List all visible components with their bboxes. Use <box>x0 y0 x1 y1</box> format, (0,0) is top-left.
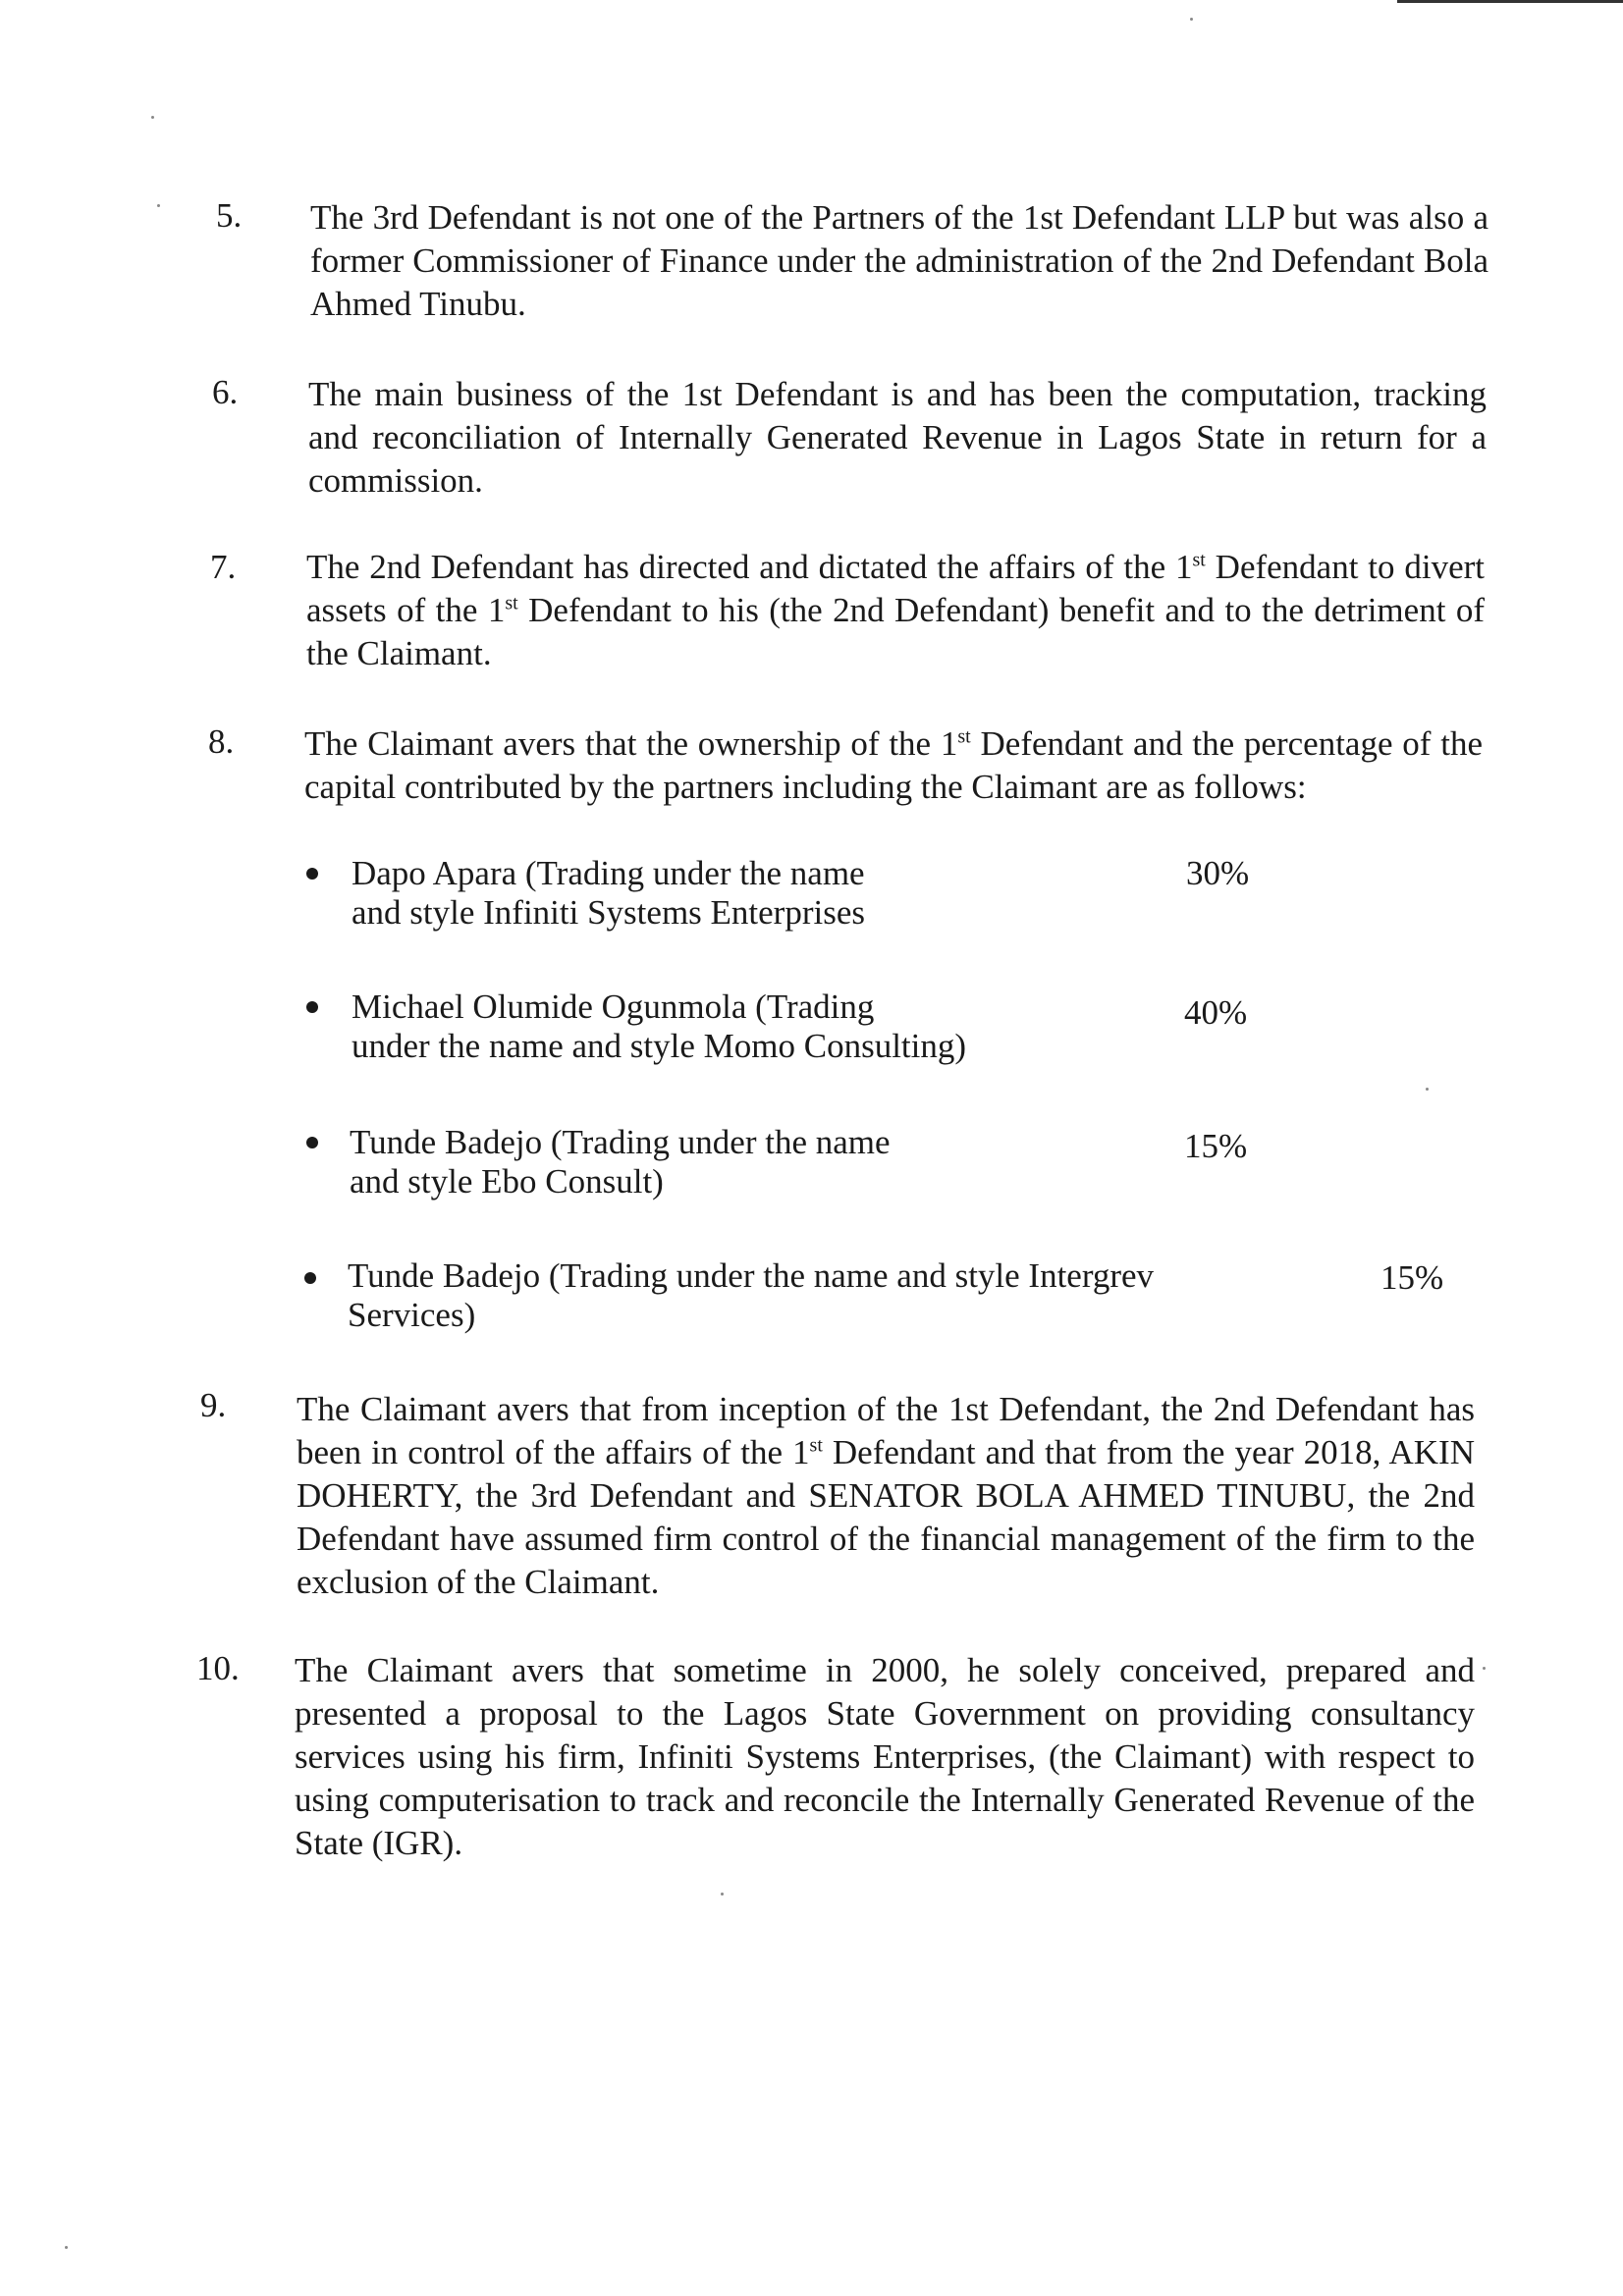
paragraph-text: The 3rd Defendant is not one of the Partners of the 1st Defendant LLP but was also a former Commissioner of Finance under the administration of the 2nd Defendant Bola Ahmed Tinubu. <box>310 198 1488 323</box>
paragraph-text <box>297 1388 1475 1604</box>
paragraph-text <box>304 722 1483 809</box>
paragraph-number: 5. <box>216 196 243 235</box>
scan-speck <box>721 1893 724 1896</box>
paragraph-number: 9. <box>200 1386 227 1424</box>
partner-line: and style Ebo Consult) <box>350 1162 664 1201</box>
partner-percentage: 40% <box>1184 993 1248 1032</box>
ordinal-suffix: st <box>957 725 971 748</box>
bullet-icon <box>306 868 318 880</box>
partner-entry <box>350 1123 1096 1201</box>
partner-entry <box>348 1256 1271 1335</box>
ordinal-suffix: st <box>1192 549 1206 571</box>
paragraph-number: 7. <box>210 548 237 586</box>
text-segment: The Claimant avers that from inception of the 1st Defendant, the 2nd Defendant has been in control of the affairs of the 1 <box>297 1390 1475 1471</box>
partner-entry <box>352 988 1098 1066</box>
partner-percentage: 30% <box>1186 854 1250 892</box>
partner-percentage: 15% <box>1184 1127 1248 1165</box>
scan-speck <box>151 116 154 119</box>
paragraph-text <box>306 546 1485 675</box>
scan-speck <box>1483 1667 1486 1670</box>
scan-speck <box>65 2246 68 2249</box>
top-edge-rule <box>1397 0 1623 3</box>
partner-line: and style Infiniti Systems Enterprises <box>352 893 865 932</box>
bullet-icon <box>306 1001 318 1013</box>
text-segment: The Claimant avers that the ownership of the 1 <box>304 724 958 763</box>
ordinal-suffix: st <box>505 592 518 614</box>
partner-line: Michael Olumide Ogunmola (Trading <box>352 988 875 1026</box>
text-segment: Defendant and that from the year 2018, AKIN DOHERTY, the 3rd Defendant and SENATOR BOLA AHMED TINUBU, the 2nd Defendant have assumed firm control of the financial management of the firm to the exclusion of the Claimant. <box>297 1433 1475 1601</box>
partner-line: Tunde Badejo (Trading under the name <box>350 1123 891 1161</box>
paragraph-text: The Claimant avers that sometime in 2000, he solely conceived, prepared and presented a proposal to the Lagos State Government on providing consultancy services using his firm, Infiniti Systems Enterprises, (the Claimant) with respect to using computerisation to track and reconcile the Internally Generated Revenue of the State (IGR). <box>295 1651 1475 1862</box>
scan-speck <box>157 204 160 207</box>
partner-line: Dapo Apara (Trading under the name <box>352 854 865 892</box>
paragraph-number: 8. <box>208 722 235 761</box>
text-segment: The 2nd Defendant has directed and dictated the affairs of the 1 <box>306 548 1193 586</box>
bullet-icon <box>304 1272 316 1284</box>
partner-entry <box>352 854 1098 933</box>
bullet-icon <box>306 1137 318 1148</box>
text-segment: Defendant to divert assets of the 1 <box>306 548 1485 629</box>
partner-line: Services) <box>348 1296 476 1334</box>
paragraph-text: The main business of the 1st Defendant is and has been the computation, tracking and reconciliation of Internally Generated Revenue in Lagos State in return for a commission. <box>308 375 1487 500</box>
paragraph-number: 6. <box>212 373 239 411</box>
partner-percentage: 15% <box>1380 1258 1444 1297</box>
ordinal-suffix: st <box>809 1434 823 1457</box>
text-segment: Defendant and the percentage of the capital contributed by the partners including the Claimant are as follows: <box>304 724 1483 806</box>
partner-line: Tunde Badejo (Trading under the name and style Intergrev <box>348 1256 1155 1295</box>
paragraph-number: 10. <box>196 1649 240 1687</box>
scan-speck <box>1190 18 1193 21</box>
scan-speck <box>1426 1088 1429 1091</box>
partner-line: under the name and style Momo Consulting) <box>352 1027 967 1065</box>
text-segment: Defendant to his (the 2nd Defendant) benefit and to the detriment of the Claimant. <box>306 591 1486 672</box>
